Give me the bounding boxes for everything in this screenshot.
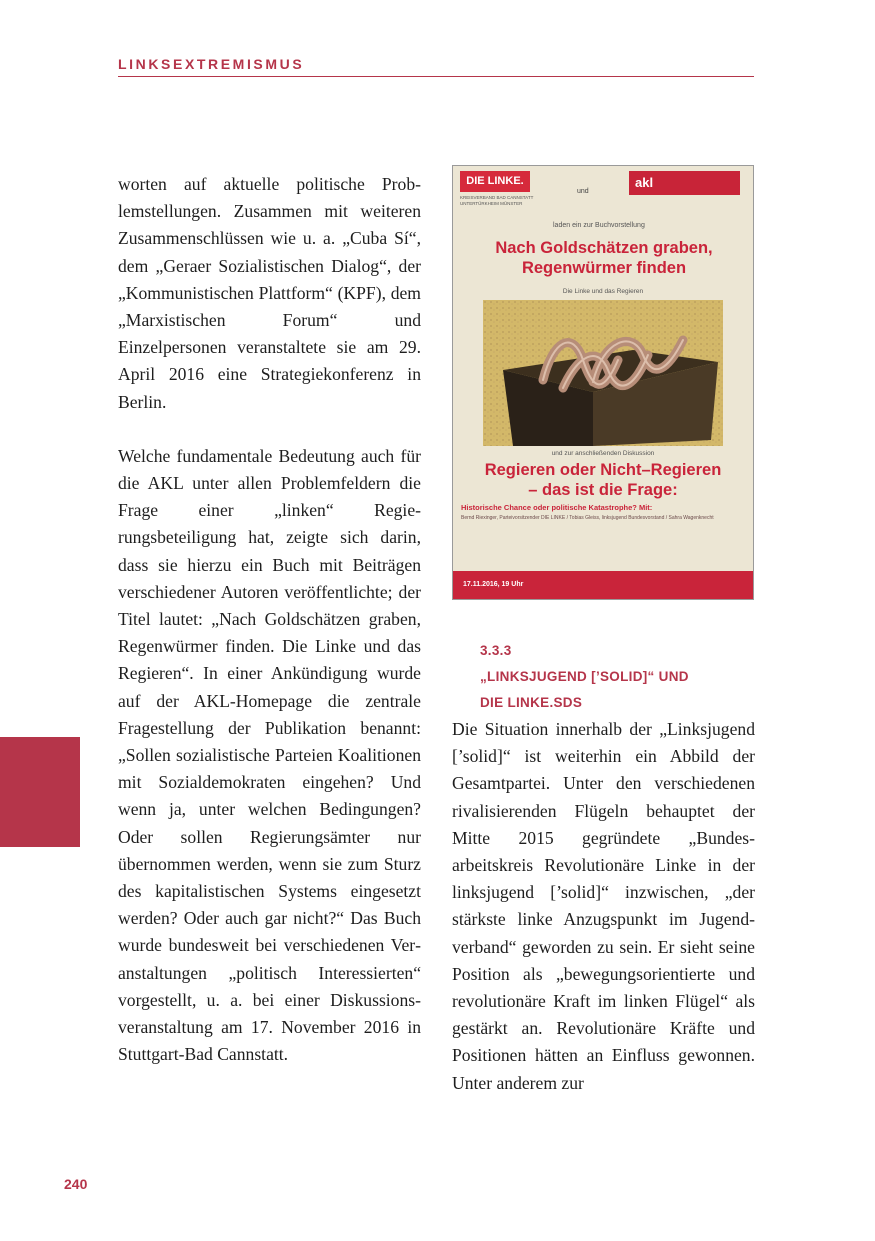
poster-speakers: Bernd Riexinger, Parteivorsitzender DIE LINKE / Tobias Gleiss, linksjugend Bundesvorstand / Sahra Wagenknecht [461, 515, 714, 521]
header-rule [118, 76, 754, 77]
poster-headline [459, 238, 749, 278]
die-linke-logo: DIE LINKE. [460, 171, 530, 192]
poster-tagline: Historische Chance oder politische Katastrophe? Mit: [461, 503, 653, 512]
poster-question [453, 460, 753, 500]
left-paragraph-1: worten auf aktuelle politische Problemstellungen. Zusammen mit weiteren Zusammenschlüssen wie u. a. „Cuba Sí“, dem „Geraer Sozialistischen Dialog“, der „Kommunistischen Plattform“ (KPF), dem „Marxistischen Forum“ und Einzelpersonen veranstaltete sie am 29. April 2016 eine Strategiekonferenz in Berlin. [118, 174, 421, 412]
poster-question-line-2: – das ist die Frage: [528, 481, 678, 499]
page-number: 240 [64, 1176, 88, 1192]
running-header-title: LINKSEXTREMISMUS [118, 56, 305, 72]
poster-invite-text: laden ein zur Buchvorstellung [553, 222, 645, 229]
akl-logo: akl [629, 171, 740, 195]
poster-lower-invite: und zur anschließenden Diskussion [551, 450, 655, 457]
poster-connector: und [577, 188, 589, 195]
event-poster-figure [452, 165, 754, 600]
section-title-line-1: „LINKSJUGEND [’SOLID]“ UND [480, 669, 689, 684]
section-title-line-2: DIE LINKE.SDS [480, 695, 583, 710]
poster-question-line-1: Regieren oder Nicht–Regieren [484, 461, 722, 479]
right-paragraph-1: Die Situation innerhalb der „Linksjugend [’solid]“ ist weiterhin ein Abbild der Gesamtpartei. Unter den verschiedenen rivalisierenden Flügeln behauptet der Mitte 2015 gegründete „Bundesarbeitskreis Revolutionäre Linke in der linksjugend [’solid]“ inzwischen, „der stärkste linke Anzugspunkt im Jugendverband“ geworden zu sein. Er sieht seine Position als „bewegungsorientierte und revolutionäre Kraft im linken Flügel“ als gestärkt an. Revolutionäre Kräfte und Positionen hätten an Einfluss gewonnen. Unter anderem zur [452, 719, 755, 1093]
right-column [452, 716, 755, 1097]
poster-footer-date: 17.11.2016, 19 Uhr [453, 571, 753, 599]
left-column [118, 171, 421, 1069]
poster-headline-line-2: Regenwürmer finden [521, 259, 687, 277]
left-paragraph-2: Welche fundamentale Bedeutung auch für die AKL unter allen Problemfeldern die Frage einer „linken“ Regierungsbeteiligung hat, zeigte sich darin, dass sie hierzu ein Buch mit Beiträgen verschiedener Autoren veröffentlichte; der Titel lautet: „Nach Goldschätzen graben, Regenwürmer finden. Die Linke und das Regieren“. In einer Ankündigung wurde auf der AKL-Homepage die zentrale Fragestellung der Publikation benannt: „Sollen sozialistische Parteien Koalitionen mit Sozialdemokraten eingehen? Und wenn ja, unter welchen Bedingungen? Oder sollen Regierungsämter nur übernommen werden, wenn sie zum Sturz des kapitalistischen Systems eingesetzt werden? Oder auch gar nicht?“ Das Buch wurde bundesweit bei verschiedenen Veranstaltungen „politisch Interessierten“ vorgestellt, u. a. bei einer Diskussionsveranstaltung am 17. November 2016 in Stuttgart-Bad Cannstatt. [118, 445, 421, 1065]
poster-subtitle: Die Linke und das Regieren [562, 288, 644, 295]
poster-address: KREISVERBAND BAD CANNSTATT UNTERTÜRKHEIM MÜNSTER [460, 195, 534, 206]
treasure-chest-worms-illustration [483, 300, 723, 446]
poster-headline-line-1: Nach Goldschätzen graben, [495, 239, 713, 257]
section-heading [480, 638, 770, 716]
chapter-side-tab [0, 737, 80, 847]
section-number: 3.3.3 [480, 643, 512, 658]
